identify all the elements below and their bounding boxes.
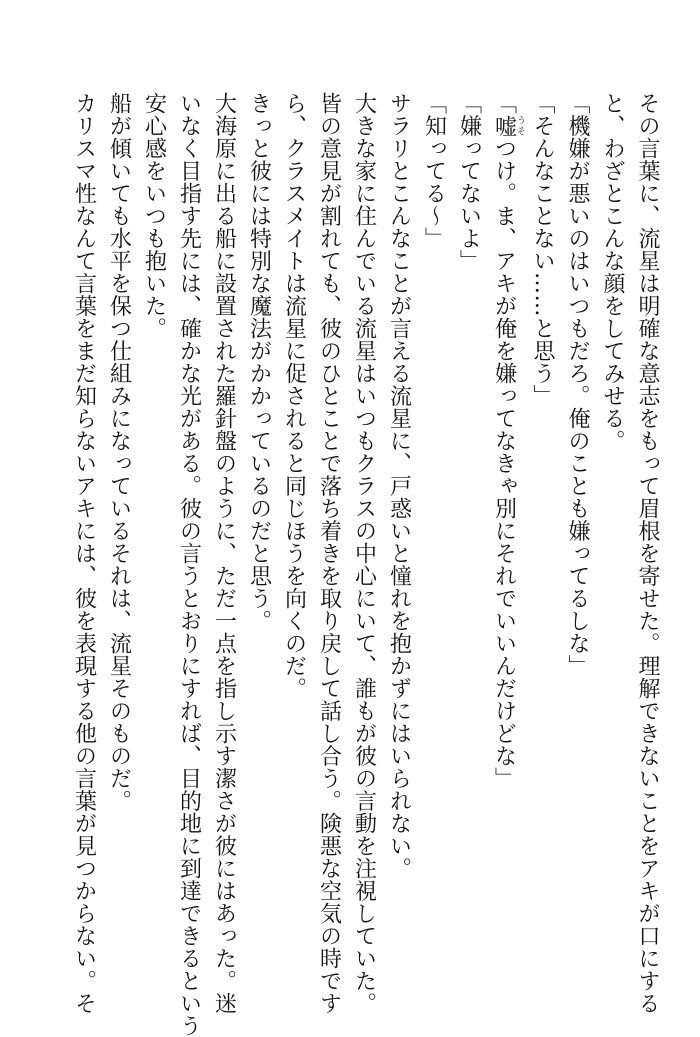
text-line: いなく目指す先には、確かな光がある。彼の言うとおりにすれば、目的地に到達できるという	[176, 92, 202, 1037]
vertical-text-block	[67, 92, 666, 1037]
text-line: 「嫌ってないよ」	[456, 92, 482, 272]
text-line: 大海原に出る船に設置された羅針盤のように、ただ一点を指し示す潔さが彼にはあった。迷	[211, 92, 237, 1015]
text-line: きっと彼には特別な魔法がかかっているのだと思う。	[246, 92, 272, 632]
text-line: 「機嫌が悪いのはいつもだろ。俺のことも嫌ってるしな」	[565, 92, 590, 677]
text-line: カリスマ性なんて言葉をまだ知らないアキには、彼を表現する他の言葉が見つからない。そ	[71, 92, 97, 1015]
text-line-with-ruby: 「嘘うそつけ。ま、アキが俺を嫌ってなきゃ別にそれでいいんだけどな」	[491, 92, 525, 790]
ruby-reading: うそ	[515, 114, 525, 137]
text-line: サラリとこんなことが言える流星に、戸惑いと憧れを抱かずにはいられない。	[386, 92, 412, 880]
ruby-annotation: 嘘うそ	[491, 114, 525, 137]
text-line: ら、クラスメイトは流星に促されると同じほうを向くのだ。	[281, 92, 307, 700]
text-line: と、わざとこんな顔をしてみせる。	[600, 92, 625, 452]
text-line: 大きな家に住んでいる流星はいつもクラスの中心にいて、誰もが彼の言動を注視していた。	[351, 92, 377, 1015]
text-line: 船が傾いても水平を保つ仕組みになっているそれは、流星そのものだ。	[106, 92, 132, 812]
text-line: 「そんなことない……と思う」	[530, 92, 555, 407]
text-line: 安心感をいつも抱いた。	[141, 92, 167, 340]
text-line-rest: つけ。ま、アキが俺を嫌ってなきゃ別にそれでいいんだけどな」	[491, 137, 517, 790]
text-line: 「知ってる～」	[421, 92, 447, 250]
text-line: 皆の意見が割れても、彼のひとことで落ち着きを取り戻して話し合う。険悪な空気の時です	[316, 92, 342, 1015]
text-line: その言葉に、流星は明確な意志をもって眉根を寄せた。理解できないことをアキが口にする	[635, 92, 660, 1015]
